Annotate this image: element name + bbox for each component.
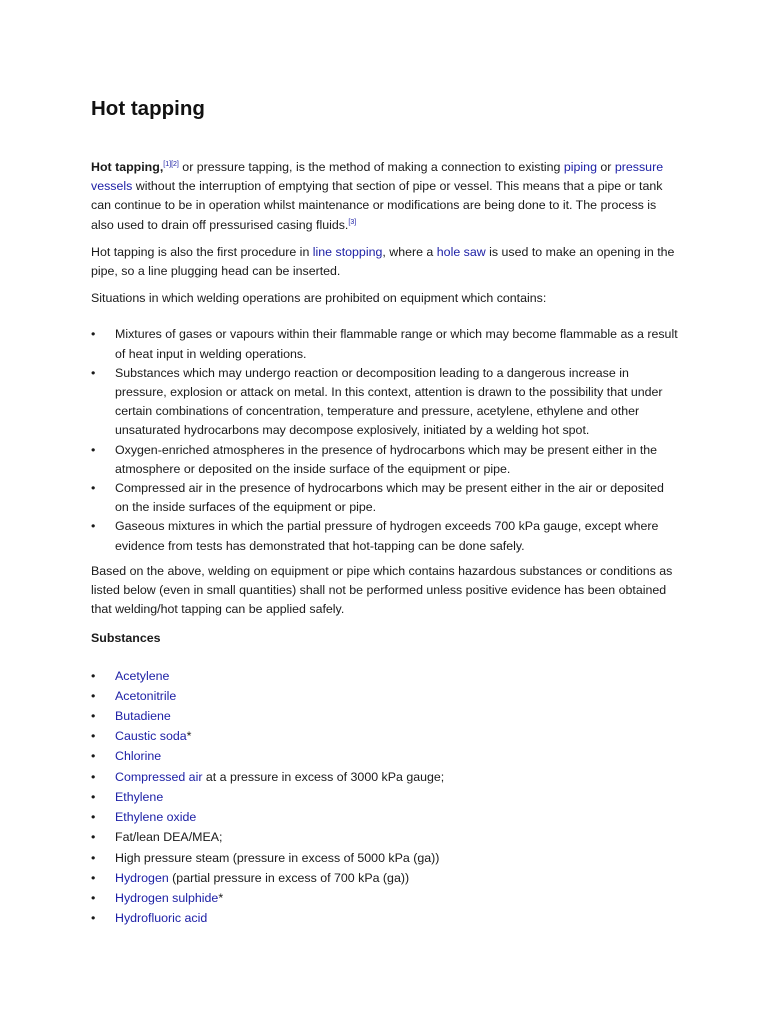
based-on-paragraph: Based on the above, welding on equipment or pipe which contains hazardous substances or conditions as listed below (even in small quantities) shall not be performed unless positive evidence has been obtained that welding/hot tapping can be applied safely.: [91, 563, 673, 617]
bullet: •: [91, 668, 96, 683]
situation-list-item: [91, 479, 681, 517]
bullet: •: [91, 810, 96, 825]
para2-text-2: , where a: [382, 244, 437, 259]
substance-list-item: [91, 667, 681, 686]
bullet: •: [91, 749, 96, 764]
situation-text: Compressed air in the presence of hydrocarbons which may be present either in the air or deposited on the inside surfaces of the equipment or pipe.: [115, 481, 664, 515]
substance-list-item: [91, 909, 681, 928]
bullet: •: [91, 365, 96, 380]
bullet: •: [91, 769, 96, 784]
substance-link[interactable]: Compressed air: [115, 769, 203, 784]
link-piping[interactable]: piping: [563, 160, 597, 174]
situation-list-item: [91, 517, 681, 555]
substance-link[interactable]: Caustic soda: [115, 729, 187, 744]
bullet: •: [91, 709, 96, 724]
substance-link[interactable]: Butadiene: [115, 709, 171, 724]
substance-link[interactable]: Hydrogen: [115, 870, 169, 885]
substance-list-item: [91, 869, 681, 888]
substance-note: at a pressure in excess of 3000 kPa gauge;: [202, 769, 445, 784]
bullet: •: [91, 870, 96, 885]
situation-list-item: [91, 441, 681, 479]
substance-link[interactable]: Acetylene: [115, 668, 170, 683]
substance-link[interactable]: Hydrogen sulphide: [115, 890, 219, 905]
substance-link[interactable]: Ethylene oxide: [115, 810, 197, 825]
article-body: [91, 158, 681, 929]
bullet: •: [91, 729, 96, 744]
bullet: •: [91, 890, 96, 905]
situation-text: Gaseous mixtures in which the partial pressure of hydrogen exceeds 700 kPa gauge, except where evidence from tests has demonstrated that hot-tapping can be done safely.: [115, 519, 659, 553]
substance-list-item: [91, 747, 681, 766]
ref-link-2[interactable]: [2]: [171, 161, 179, 168]
substance-list-item: [91, 707, 681, 726]
situation-text: Mixtures of gases or vapours within their flammable range or which may become flammable as a result of heat input in welding operations.: [115, 327, 678, 361]
link-line-stopping[interactable]: line stopping: [312, 244, 383, 259]
substance-list-item: [91, 849, 681, 868]
situations-list: [91, 325, 681, 555]
intro-text-1: or pressure tapping, is the method of making a connection to existing: [178, 160, 564, 174]
bullet: •: [91, 519, 96, 534]
substance-note: High pressure steam (pressure in excess of 5000 kPa (ga)): [115, 850, 440, 865]
page-title: Hot tapping: [91, 97, 205, 120]
substance-list-item: [91, 727, 681, 746]
bullet: •: [91, 911, 96, 926]
substance-note: Fat/lean DEA/MEA;: [115, 830, 223, 845]
bullet: •: [91, 830, 96, 845]
situation-text: Oxygen-enriched atmospheres in the presence of hydrocarbons which may be present either in the atmosphere or deposited on the inside surface of the equipment or pipe.: [115, 442, 658, 476]
substance-list-item: [91, 788, 681, 807]
substance-list-item: [91, 828, 681, 847]
para2-text-3: is used to make an opening in the pipe, so a line plugging head can be inserted.: [91, 244, 675, 279]
intro-paragraph: [91, 158, 681, 235]
ref-link-1[interactable]: [1]: [163, 161, 172, 168]
intro-term: Hot tapping,: [91, 160, 164, 174]
substance-link[interactable]: Ethylene: [115, 789, 164, 804]
substance-link[interactable]: Hydrofluoric acid: [115, 911, 208, 926]
substance-link[interactable]: Acetonitrile: [115, 688, 177, 703]
substances-list: [91, 667, 681, 929]
substances-heading: Substances: [91, 631, 161, 646]
link-pressure-vessels[interactable]: pressure vessels: [91, 160, 664, 194]
bullet: •: [91, 481, 96, 496]
substance-link[interactable]: Chlorine: [115, 749, 162, 764]
substance-note: *: [218, 890, 224, 905]
intro-text-3: without the interruption of emptying that section of pipe or vessel. This means that a pipe or tank can continue to be in operation whilst maintenance or modifications are being done to it. The process is also used to drain off pressurised casing fluids.: [91, 179, 663, 232]
situation-text: Substances which may undergo reaction or decomposition leading to a dangerous increase in pressure, explosion or attack on metal. In this context, attention is drawn to the possibility that under certain combinations of concentration, temperature and pressure, acetylene, ethylene and other unsaturated hydrocarbons may decompose explosively, initiated by a welding hot spot.: [115, 365, 663, 438]
substance-note: *: [186, 729, 192, 744]
situation-list-item: [91, 325, 681, 363]
line-stopping-paragraph: [91, 243, 681, 281]
bullet: •: [91, 442, 96, 457]
intro-text-2: or: [596, 160, 615, 174]
para2-text-1: Hot tapping is also the first procedure in: [91, 244, 313, 259]
bullet: •: [91, 850, 96, 865]
substance-note: (partial pressure in excess of 700 kPa (ga)): [168, 870, 410, 885]
substance-list-item: [91, 808, 681, 827]
situation-list-item: [91, 364, 681, 441]
substance-list-item: [91, 768, 681, 787]
bullet: •: [91, 789, 96, 804]
link-hole-saw[interactable]: hole saw: [436, 244, 486, 259]
ref-link-3[interactable]: [3]: [348, 218, 357, 226]
situations-intro: Situations in which welding operations are prohibited on equipment which contains:: [91, 291, 547, 306]
bullet: •: [91, 688, 96, 703]
substance-list-item: [91, 687, 681, 706]
bullet: •: [91, 327, 96, 342]
substance-list-item: [91, 889, 681, 908]
